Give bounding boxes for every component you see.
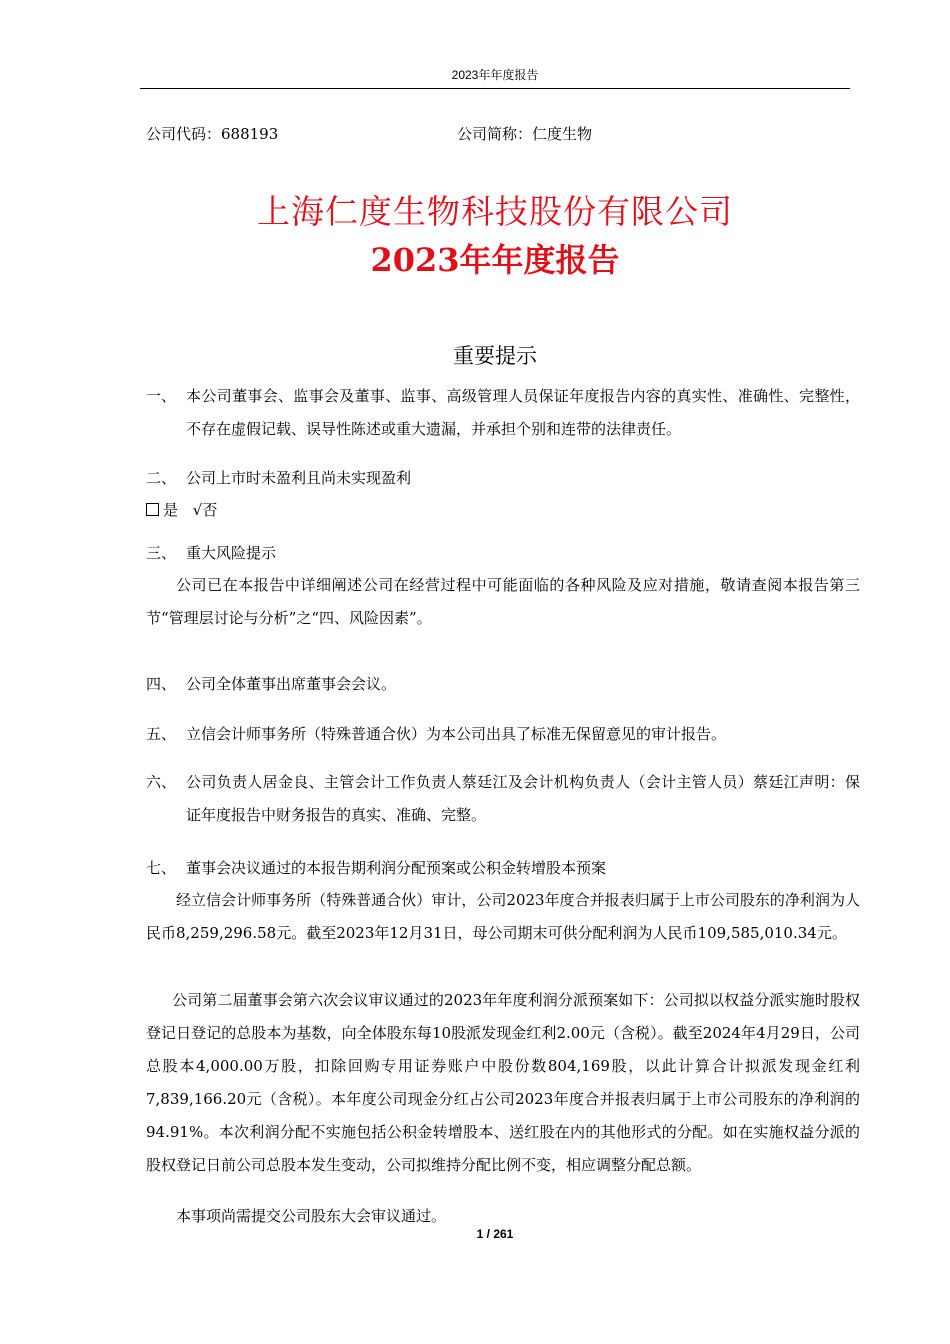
tip-text: 董事会决议通过的本报告期利润分配预案或公积金转增股本预案 (186, 859, 607, 877)
option-yes: 是 (163, 501, 179, 519)
header-divider (140, 88, 850, 89)
tip-number: 四、 (146, 675, 177, 693)
page-indicator: 1 / 261 (476, 1227, 514, 1241)
profit-options (146, 494, 860, 527)
tip-number: 二、 (146, 469, 177, 487)
tip-number: 七、 (146, 859, 177, 877)
tip-item-4 (146, 668, 860, 701)
tip-number: 五、 (146, 725, 177, 743)
tip-number: 一、 (146, 387, 177, 405)
dividend-paragraph-2 (146, 984, 860, 1198)
tip-item-2 (146, 462, 860, 495)
dividend-paragraph-text: 公司第二届董事会第六次会议审议通过的2023年年度利润分派预案如下：公司拟以权益分派实施时股权登记日登记的总股本为基数，向全体股东每10股派发现金红利2.00元（含税）。截至2024年4月29日，公司总股本4,000.00万股，扣除回购专用证券账户中股份数804,169股，以此计算合计拟派发现金红利7,839,166.20元（含税）。本年度公司现金分红占公司2023年度合并报表归属于上市公司股东的净利润的94.91%。本次利润分配不实施包括公积金转增股本、送红股在内的其他形式的分配。如在实施权益分派的股权登记日前公司总股本发生变动，公司拟维持分配比例不变，相应调整分配总额。 (146, 991, 860, 1174)
tip-item-5 (146, 718, 860, 751)
unchecked-box-icon (146, 503, 159, 516)
report-title: 2023年年度报告 (370, 241, 620, 279)
company-short-name: 公司简称：仁度生物 (457, 125, 593, 143)
running-header: 2023年年度报告 (451, 68, 539, 82)
tip-item-3 (146, 537, 860, 570)
risk-paragraph (146, 569, 860, 635)
tip-item-7 (146, 852, 860, 885)
tip-number: 三、 (146, 544, 177, 562)
tip-text: 重大风险提示 (186, 544, 277, 562)
tip-text: 立信会计师事务所（特殊普通合伙）为本公司出具了标准无保留意见的审计报告。 (186, 725, 727, 743)
tip-item-1 (146, 380, 860, 446)
tip-text: 本公司董事会、监事会及董事、监事、高级管理人员保证年度报告内容的真实性、准确性、完整性，不存在虚假记载、误导性陈述或重大遗漏，并承担个别和连带的法律责任。 (186, 387, 860, 438)
tip-text: 公司负责人居金良、主管会计工作负责人蔡廷江及会计机构负责人（会计主管人员）蔡廷江声明：保证年度报告中财务报告的真实、准确、完整。 (186, 773, 860, 824)
tip-text: 公司全体董事出席董事会会议。 (186, 675, 397, 693)
tip-text: 公司上市时未盈利且尚未实现盈利 (186, 469, 412, 487)
dividend-paragraph-text: 本事项尚需提交公司股东大会审议通过。 (176, 1207, 447, 1225)
risk-paragraph-text: 公司已在本报告中详细阐述公司在经营过程中可能面临的各种风险及应对措施，敬请查阅本报告第三节“管理层讨论与分析”之“四、风险因素”。 (146, 576, 860, 627)
tip-number: 六、 (146, 773, 177, 791)
option-no: √否 (192, 501, 218, 519)
company-code: 公司代码：688193 (146, 125, 279, 143)
dividend-paragraph-text: 经立信会计师事务所（特殊普通合伙）审计，公司2023年度合并报表归属于上市公司股东的净利润为人民币8,259,296.58元。截至2023年12月31日，母公司期末可供分配利润为人民币109,585,010.34元。 (146, 891, 860, 942)
tip-item-6 (146, 766, 860, 832)
dividend-paragraph-1 (146, 884, 860, 983)
company-full-name: 上海仁度生物科技股份有限公司 (257, 192, 733, 231)
important-tips-heading: 重要提示 (453, 344, 537, 368)
